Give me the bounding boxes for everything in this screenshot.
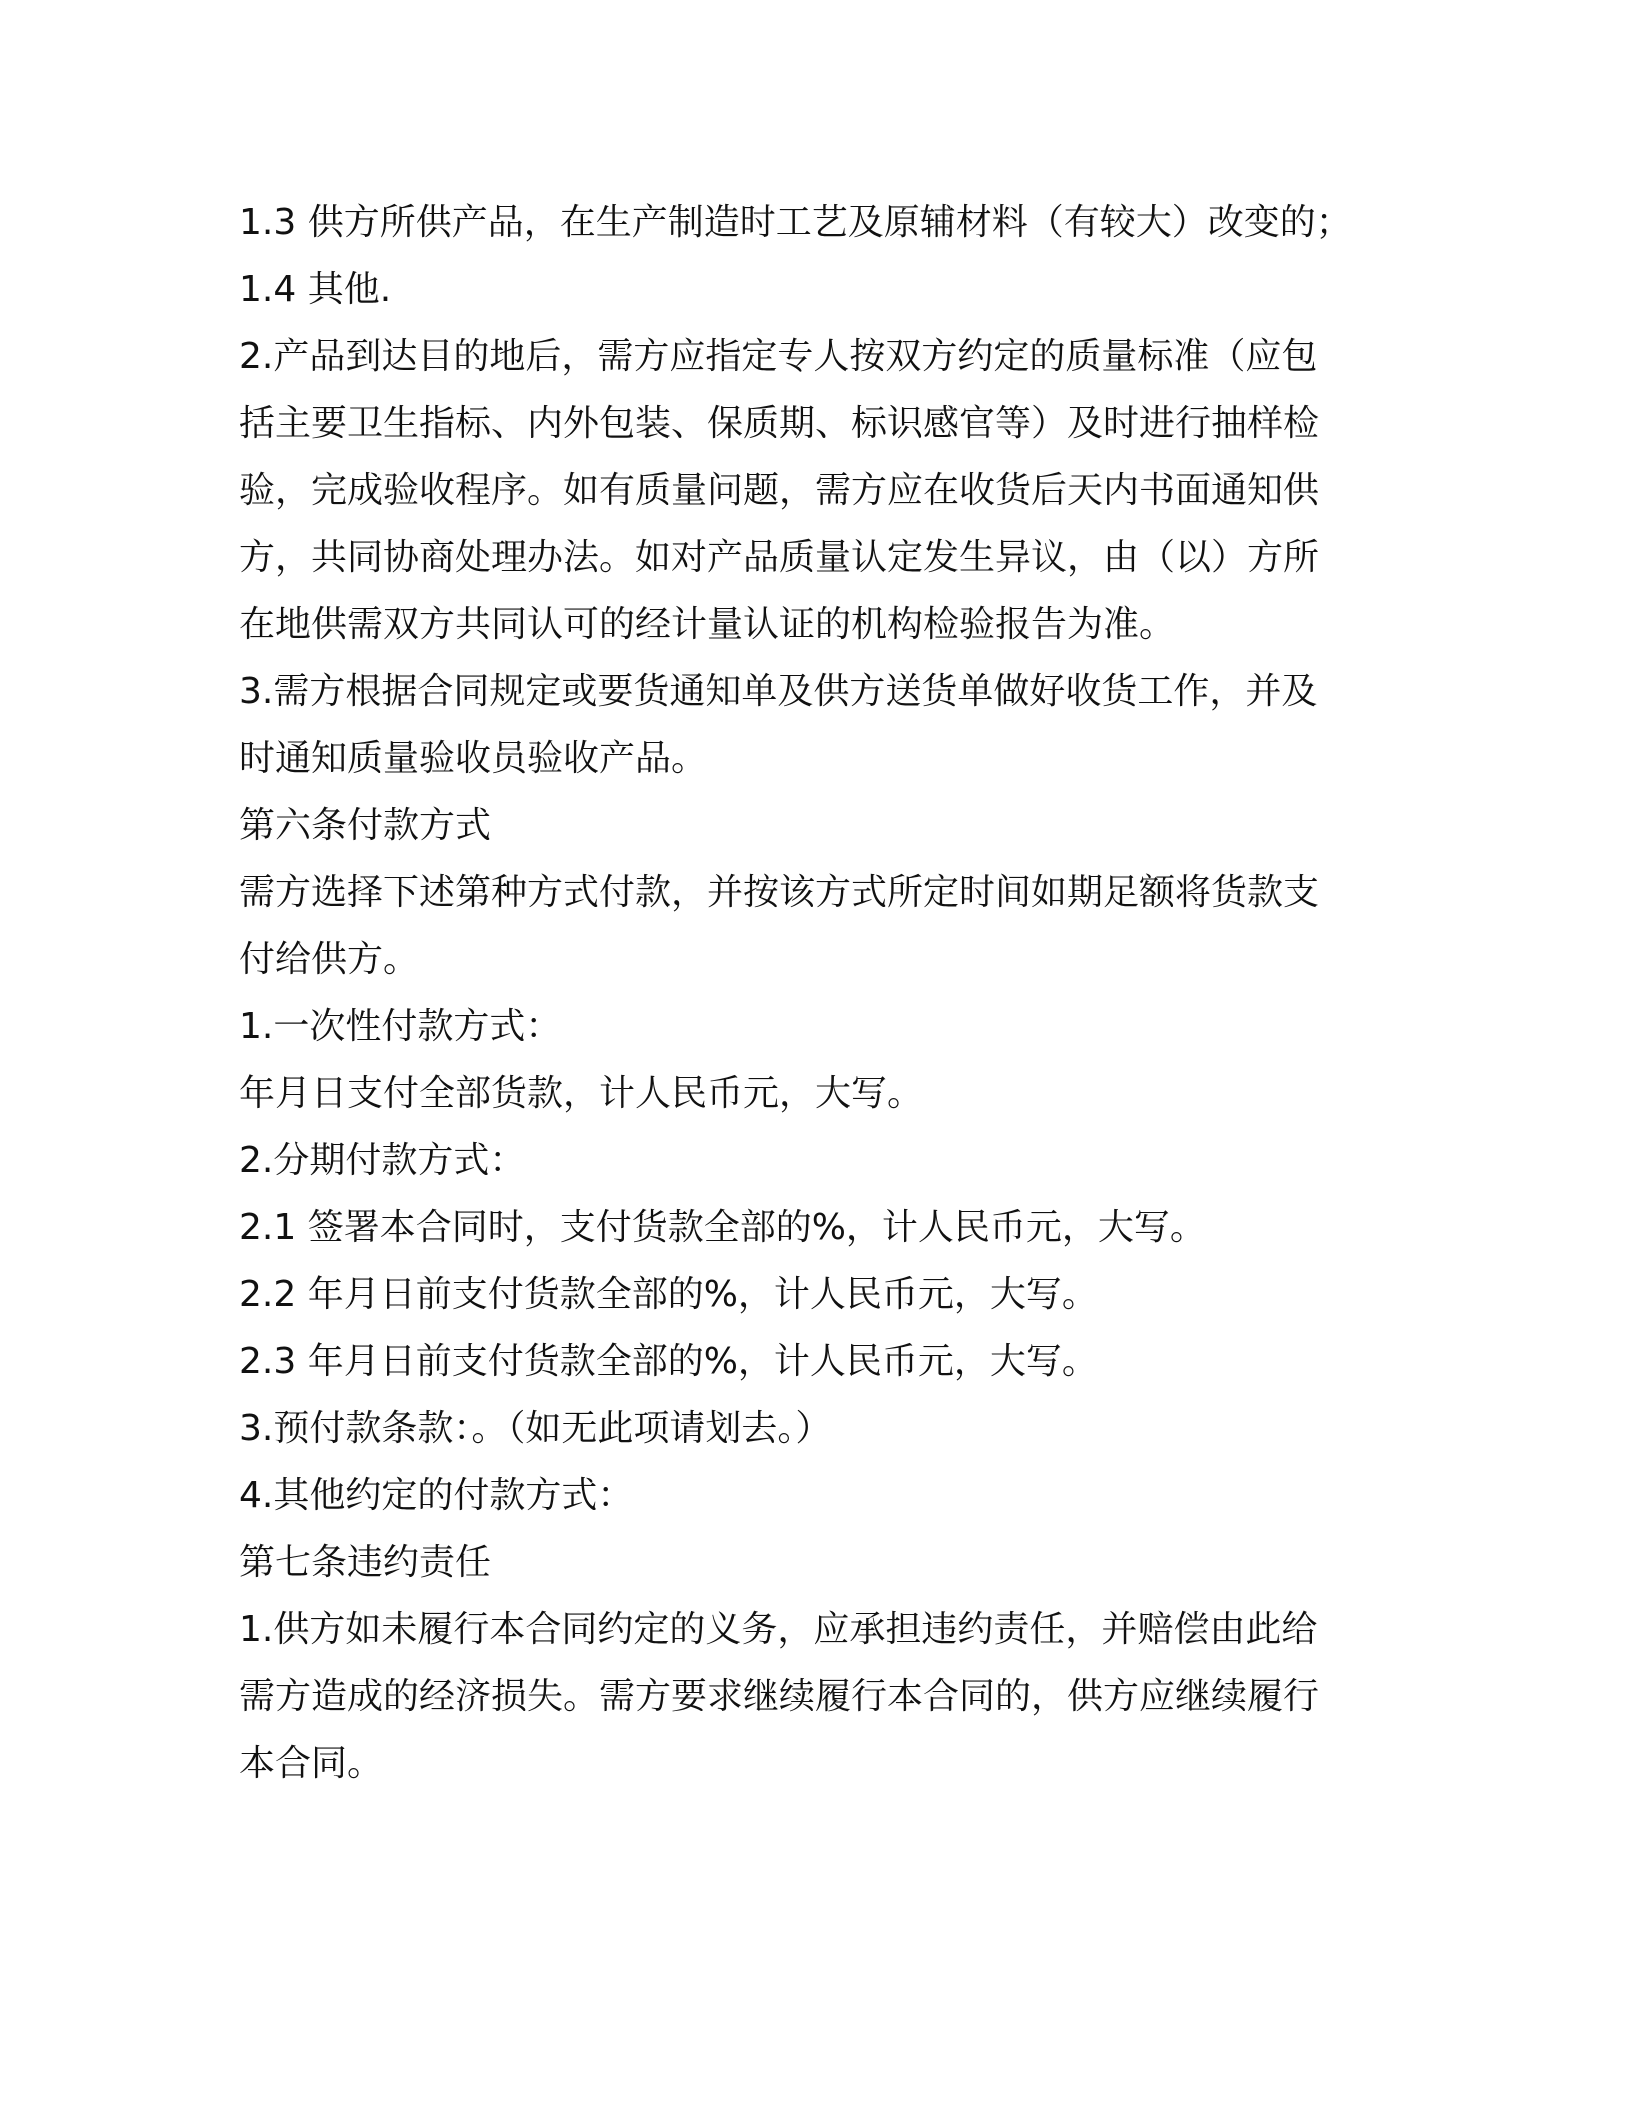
- text-line: 付给供方。: [239, 939, 420, 980]
- text-line: 2.3 年月日前支付货款全部的%，计人民币元，大写。: [239, 1341, 1098, 1382]
- text-line: 2.分期付款方式：: [239, 1140, 526, 1181]
- text-line: 1.一次性付款方式：: [239, 1006, 562, 1047]
- section-heading: 第六条付款方式: [239, 805, 492, 846]
- text-line: 2.产品到达目的地后，需方应指定专人按双方约定的质量标准（应包: [239, 336, 1318, 377]
- text-line: 2.2 年月日前支付货款全部的%，计人民币元，大写。: [239, 1274, 1098, 1315]
- text-line: 在地供需双方共同认可的经计量认证的机构检验报告为准。: [239, 604, 1176, 645]
- text-line: 需方造成的经济损失。需方要求继续履行本合同的，供方应继续履行: [239, 1676, 1320, 1717]
- text-line: 括主要卫生指标、内外包装、保质期、标识感官等）及时进行抽样检: [239, 403, 1320, 444]
- text-line: 时通知质量验收员验收产品。: [239, 738, 708, 779]
- text-line: 1.3 供方所供产品，在生产制造时工艺及原辅材料（有较大）改变的；: [239, 202, 1352, 243]
- text-line: 本合同。: [239, 1743, 384, 1784]
- text-line: 验，完成验收程序。如有质量问题，需方应在收货后天内书面通知供: [239, 470, 1320, 511]
- text-line: 2.1 签署本合同时，支付货款全部的%，计人民币元，大写。: [239, 1207, 1206, 1248]
- section-heading: 第七条违约责任: [239, 1542, 492, 1583]
- text-line: 方，共同协商处理办法。如对产品质量认定发生异议，由（以）方所: [239, 537, 1320, 578]
- text-line: 4.其他约定的付款方式：: [239, 1475, 634, 1516]
- text-line: 1.4 其他.: [239, 269, 392, 310]
- text-line: 3.需方根据合同规定或要货通知单及供方送货单做好收货工作，并及: [239, 671, 1318, 712]
- text-line: 需方选择下述第种方式付款，并按该方式所定时间如期足额将货款支: [239, 872, 1320, 913]
- text-line: 3.预付款条款：。（如无此项请划去。）: [239, 1408, 832, 1449]
- text-line: 年月日支付全部货款，计人民币元，大写。: [239, 1073, 924, 1114]
- document-body: [239, 189, 1359, 1797]
- text-line: 1.供方如未履行本合同约定的义务，应承担违约责任，并赔偿由此给: [239, 1609, 1318, 1650]
